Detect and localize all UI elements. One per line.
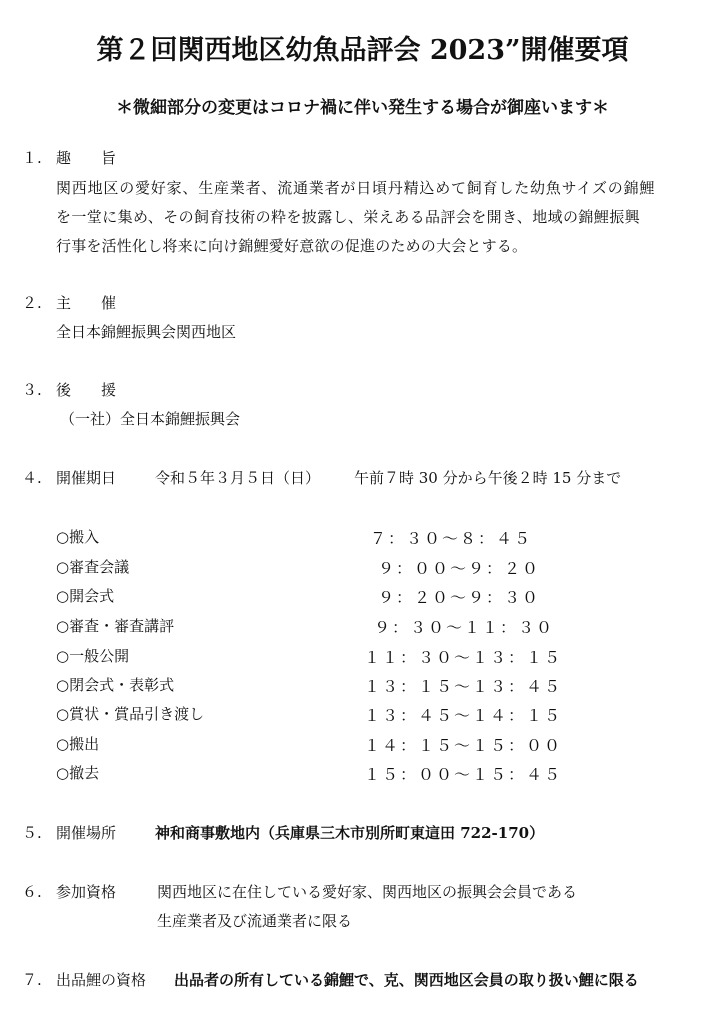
schedule-item-time: ９：００～９：２０ (378, 559, 541, 578)
schedule-row (56, 645, 616, 667)
section-label: 参加資格 (56, 883, 117, 901)
schedule-item-time: ９：２０～９：３０ (378, 588, 541, 607)
section-label: 開催期日 (56, 469, 117, 487)
section-1-line-2: を一堂に集め、その飼育技術の粋を披露し、栄えある品評会を開き、地域の錦鯉振興 (56, 208, 641, 226)
schedule-item-name: ○搬出 (56, 735, 100, 753)
document-title: 第２回関西地区幼魚品評会 2023”開催要項 (96, 35, 629, 66)
section-2-heading (22, 292, 146, 313)
schedule-item-name: ○審査会議 (56, 558, 130, 576)
section-number: １. (22, 149, 42, 167)
section-number: ４. (22, 469, 42, 487)
section-label: 後援 (56, 381, 147, 399)
section-number: ３. (22, 381, 42, 399)
schedule-item-time: １４：１５～１５：００ (364, 736, 563, 755)
section-label: 主催 (56, 294, 147, 312)
schedule-row (56, 762, 616, 784)
event-date: 令和５年３月５日（日） (155, 469, 321, 487)
schedule-row (56, 556, 616, 578)
schedule-item-time: ７：３０～８：４５ (370, 529, 533, 548)
schedule-item-name: ○撤去 (56, 764, 100, 782)
schedule-row (56, 585, 616, 607)
section-label: 趣旨 (56, 149, 147, 167)
eligibility-line-2: 生産業者及び流通業者に限る (157, 912, 353, 930)
entry-qualification-value: 出品者の所有している錦鯉で、克、関西地区会員の取り扱い鯉に限る (174, 971, 639, 989)
schedule-item-time: １３：１５～１３：４５ (364, 677, 563, 696)
section-1-heading (22, 147, 146, 168)
schedule-item-name: ○開会式 (56, 587, 115, 605)
schedule-row (56, 733, 616, 755)
section-3-heading (22, 379, 146, 400)
event-hours: 午前７時 30 分から午後２時 15 分まで (354, 469, 622, 487)
section-5-heading (22, 822, 545, 843)
section-1-line-3: 行事を活性化し将来に向け錦鯉愛好意欲の促進のための大会とする。 (56, 237, 528, 255)
schedule-item-name: ○審査・審査講評 (56, 617, 175, 635)
schedule-item-name: ○閉会式・表彰式 (56, 676, 175, 694)
section-4-heading (22, 467, 622, 488)
venue-value: 神和商事敷地内（兵庫県三木市別所町東這田 722-170） (155, 824, 545, 842)
section-number: ５. (22, 824, 42, 842)
section-number: ２. (22, 294, 42, 312)
schedule-item-name: ○一般公開 (56, 647, 130, 665)
sponsor-value: （一社）全日本錦鯉振興会 (60, 410, 241, 428)
change-notice: ＊微細部分の変更はコロナ禍に伴い発生する場合が御座います＊ (116, 98, 609, 118)
section-number: ６. (22, 883, 42, 901)
section-number: ７. (22, 971, 42, 989)
schedule-item-time: １５：００～１５：４５ (364, 765, 563, 784)
schedule-item-time: ９：３０～１１：３０ (374, 618, 555, 637)
eligibility-line-1: 関西地区に在住している愛好家、関西地区の振興会会員である (157, 883, 578, 901)
section-label: 開催場所 (56, 824, 117, 842)
schedule-row (56, 615, 616, 637)
schedule-row (56, 674, 616, 696)
schedule-row (56, 703, 616, 725)
schedule-item-name: ○搬入 (56, 528, 100, 546)
schedule-row (56, 526, 616, 548)
section-6-heading (22, 881, 578, 902)
schedule-item-name: ○賞状・賞品引き渡し (56, 705, 205, 723)
section-label: 出品鯉の資格 (56, 971, 147, 989)
schedule-item-time: １３：４５～１４：１５ (364, 706, 563, 725)
section-1-line-1: 関西地区の愛好家、生産業者、流通業者が日頃丹精込めて飼育した幼魚サイズの錦鯉 (56, 179, 656, 197)
organizer-value: 全日本錦鯉振興会関西地区 (56, 323, 237, 341)
schedule-item-time: １１：３０～１３：１５ (364, 648, 563, 667)
section-7-heading (22, 969, 639, 990)
